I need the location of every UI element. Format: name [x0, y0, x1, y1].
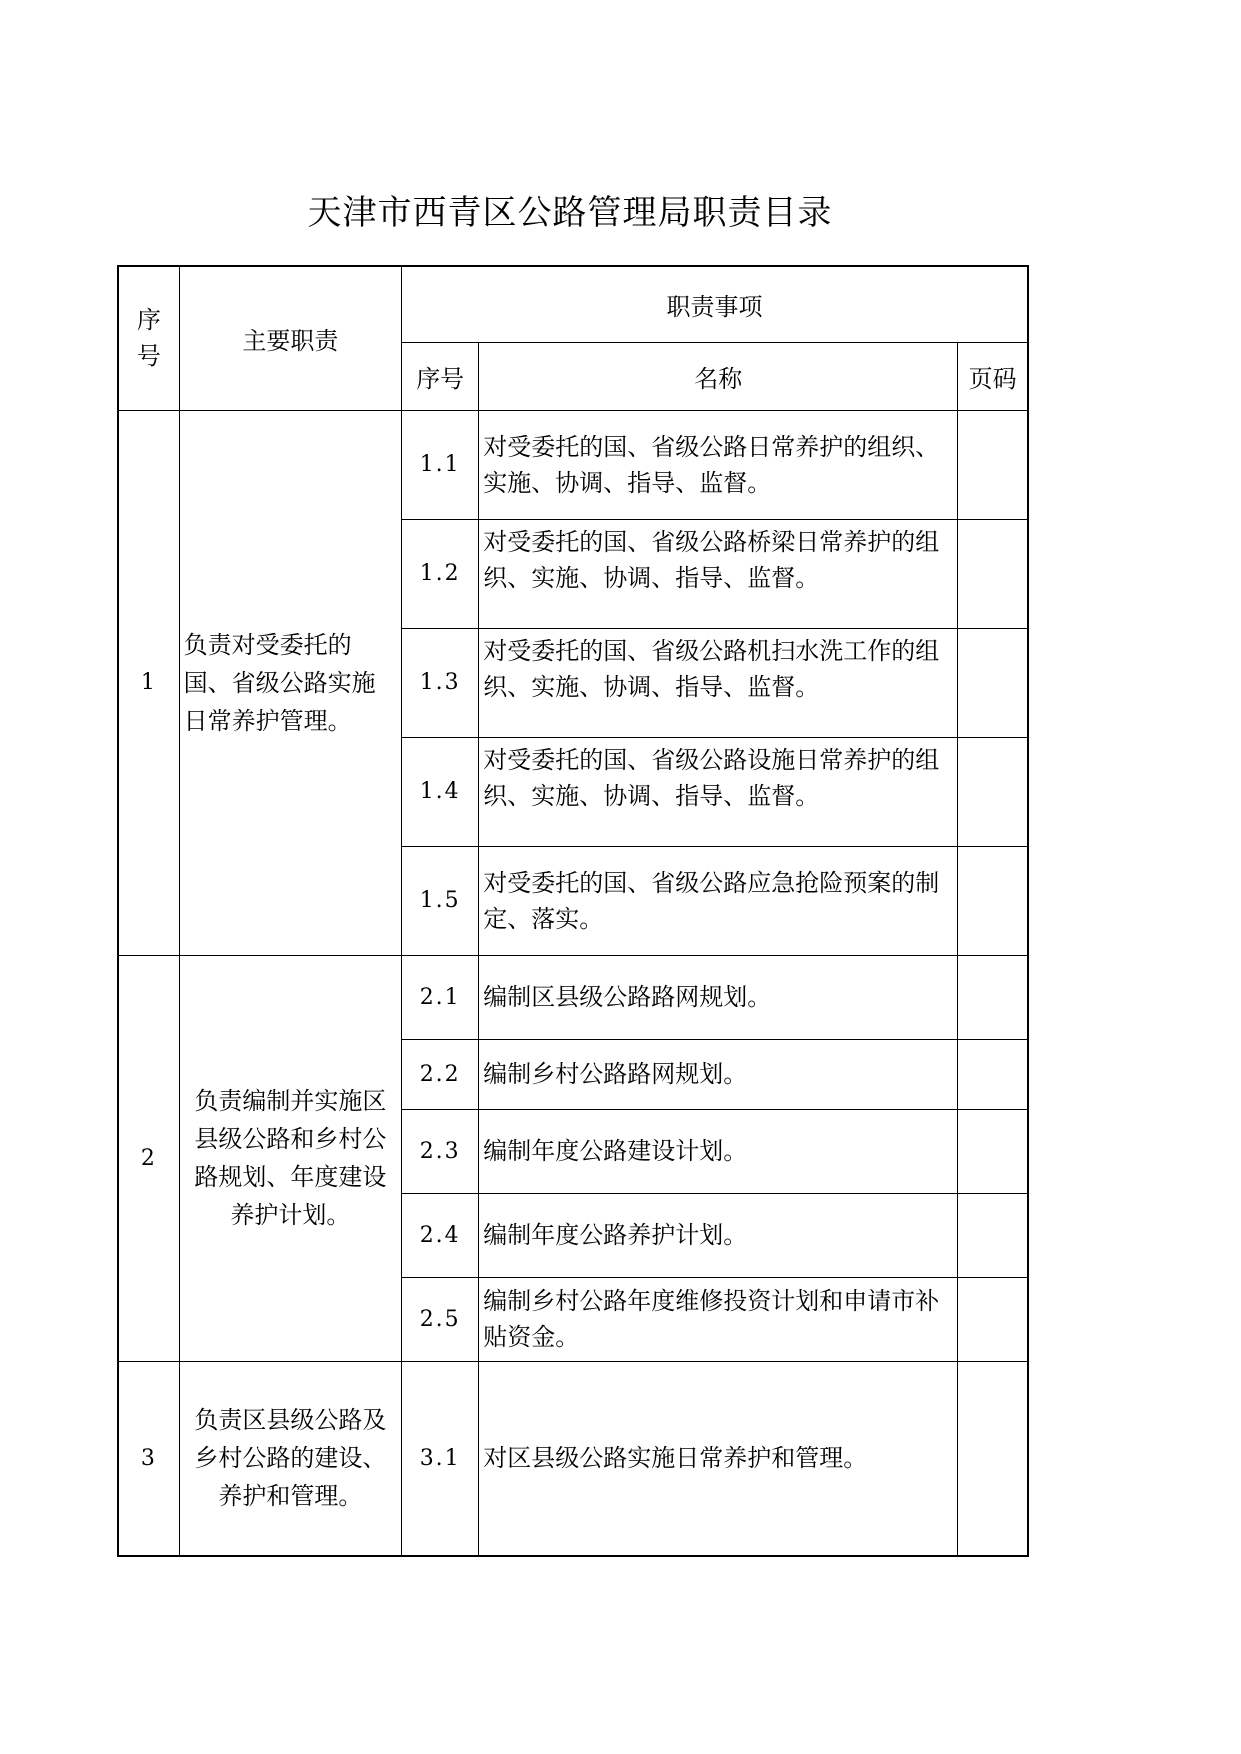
header-duty-items: 职责事项	[402, 266, 1028, 342]
item-name: 对受委托的国、省级公路设施日常养护的组织、实施、协调、指导、监督。	[479, 737, 958, 846]
item-seq: 2.3	[402, 1109, 479, 1193]
item-page	[958, 410, 1028, 519]
item-name: 对受委托的国、省级公路应急抢险预案的制定、落实。	[479, 846, 958, 955]
main-duty: 负责编制并实施区县级公路和乡村公路规划、年度建设养护计划。	[179, 955, 401, 1361]
group-seq: 1	[118, 410, 179, 955]
item-page	[958, 1109, 1028, 1193]
page-title: 天津市西青区公路管理局职责目录	[307, 193, 833, 233]
header-page: 页码	[958, 342, 1028, 410]
item-page	[958, 1361, 1028, 1556]
item-page	[958, 955, 1028, 1039]
table-row	[118, 1361, 1028, 1556]
item-page	[958, 519, 1028, 628]
table-row	[118, 410, 1028, 519]
item-seq: 3.1	[402, 1361, 479, 1556]
item-name: 对受委托的国、省级公路机扫水洗工作的组织、实施、协调、指导、监督。	[479, 628, 958, 737]
item-name: 编制区县级公路路网规划。	[479, 955, 958, 1039]
item-page	[958, 846, 1028, 955]
item-name: 编制年度公路养护计划。	[479, 1193, 958, 1277]
item-seq: 1.2	[402, 519, 479, 628]
header-sub-seq: 序号	[402, 342, 479, 410]
header-main-duty: 主要职责	[179, 266, 401, 410]
item-page	[958, 628, 1028, 737]
group-seq: 3	[118, 1361, 179, 1556]
item-name: 编制年度公路建设计划。	[479, 1109, 958, 1193]
item-seq: 2.5	[402, 1277, 479, 1361]
item-seq: 1.5	[402, 846, 479, 955]
item-page	[958, 1039, 1028, 1109]
header-seq: 序号	[118, 266, 179, 410]
header-row	[118, 266, 1028, 342]
item-seq: 1.3	[402, 628, 479, 737]
item-name: 对区县级公路实施日常养护和管理。	[479, 1361, 958, 1556]
item-name: 对受委托的国、省级公路日常养护的组织、实施、协调、指导、监督。	[479, 410, 958, 519]
header-name: 名称	[479, 342, 958, 410]
item-name: 编制乡村公路年度维修投资计划和申请市补贴资金。	[479, 1277, 958, 1361]
main-duty: 负责区县级公路及乡村公路的建设、养护和管理。	[179, 1361, 401, 1556]
duty-table	[117, 265, 1029, 1557]
main-duty: 负责对受委托的国、省级公路实施日常养护管理。	[179, 410, 401, 955]
item-seq: 2.2	[402, 1039, 479, 1109]
item-seq: 1.4	[402, 737, 479, 846]
item-name: 对受委托的国、省级公路桥梁日常养护的组织、实施、协调、指导、监督。	[479, 519, 958, 628]
item-page	[958, 737, 1028, 846]
group-seq: 2	[118, 955, 179, 1361]
item-seq: 2.4	[402, 1193, 479, 1277]
item-page	[958, 1193, 1028, 1277]
item-page	[958, 1277, 1028, 1361]
item-name: 编制乡村公路路网规划。	[479, 1039, 958, 1109]
item-seq: 2.1	[402, 955, 479, 1039]
item-seq: 1.1	[402, 410, 479, 519]
table-row	[118, 955, 1028, 1039]
